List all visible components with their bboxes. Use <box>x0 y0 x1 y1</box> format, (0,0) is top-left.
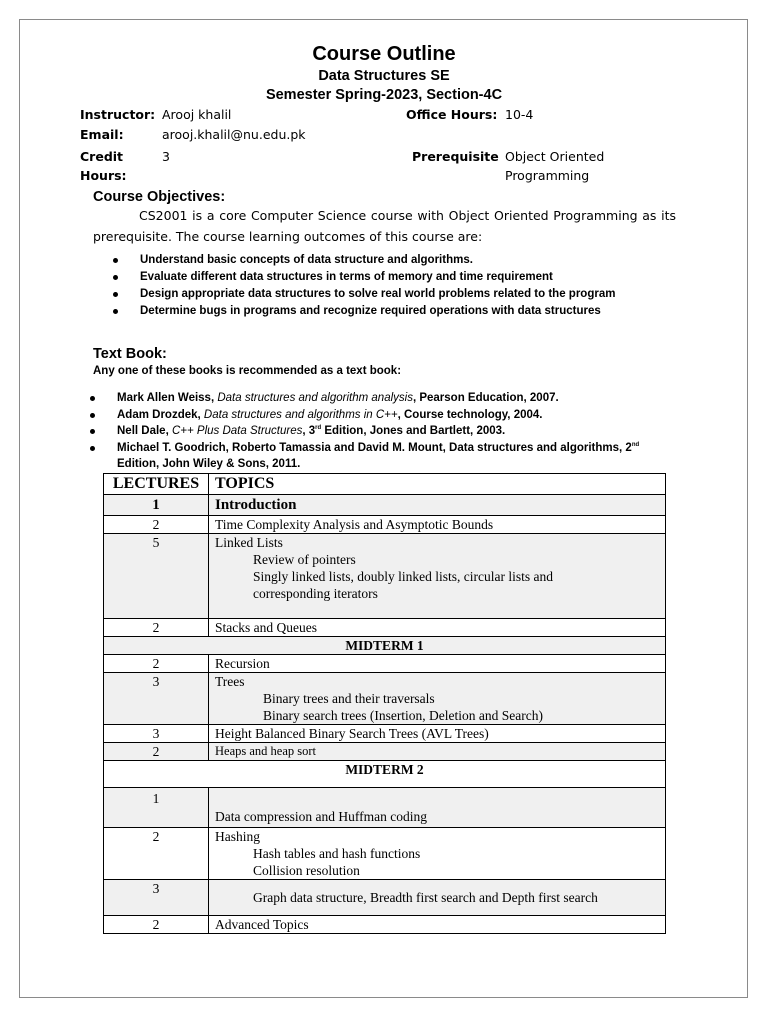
course-name: Data Structures SE <box>318 68 450 84</box>
subtopic: Binary search trees (Insertion, Deletion and Search) <box>263 708 544 723</box>
bullet-icon <box>113 275 118 280</box>
instructor-label: Instructor: <box>80 107 156 122</box>
topics-header: TOPICS <box>209 474 666 495</box>
objective-text: Evaluate different data structures in terms of memory and time requirement <box>140 271 553 283</box>
bullet-icon <box>90 429 95 434</box>
topic-cell <box>209 880 666 916</box>
table-row <box>104 743 666 761</box>
table-row <box>104 725 666 743</box>
topic-title: Trees <box>215 674 245 689</box>
textbook-note: Any one of these books is recommended as a text book: <box>93 365 402 377</box>
midterm-row <box>104 637 666 655</box>
email-label: Email: <box>80 127 124 142</box>
book-details: Edition, Jones and Bartlett, 2003. <box>321 425 506 437</box>
office-hours-label: Office Hours: <box>406 107 498 122</box>
credit-label-line2: Hours: <box>80 168 127 183</box>
table-header-row <box>104 474 666 495</box>
book-details: , Course technology, 2004. <box>397 408 543 421</box>
email-value: arooj.khalil@nu.edu.pk <box>162 127 306 142</box>
topic-cell: Stacks and Queues <box>209 619 666 637</box>
lecture-count: 5 <box>104 534 209 619</box>
list-item <box>113 286 673 303</box>
bullet-icon <box>113 309 118 314</box>
prerequisite-value <box>505 147 604 185</box>
credit-hours-value: 3 <box>162 149 170 164</box>
list-item <box>90 390 680 407</box>
objectives-paragraph <box>93 205 676 247</box>
lecture-count: 2 <box>104 655 209 673</box>
midterm-label: MIDTERM 2 <box>104 761 666 788</box>
credit-hours-label <box>80 147 127 185</box>
topic-cell: Recursion <box>209 655 666 673</box>
lecture-count: 3 <box>104 725 209 743</box>
subtopic: Singly linked lists, doubly linked lists, circular lists and <box>253 569 553 584</box>
table-row <box>104 655 666 673</box>
lecture-count: 1 <box>104 495 209 516</box>
books-list <box>90 390 680 473</box>
topic-cell: Time Complexity Analysis and Asymptotic Bounds <box>209 516 666 534</box>
credit-label-line1: Credit <box>80 149 124 164</box>
objective-text: Understand basic concepts of data structure and algorithms. <box>140 254 473 266</box>
lecture-count: 2 <box>104 619 209 637</box>
list-item <box>113 252 673 269</box>
lecture-count: 2 <box>104 828 209 880</box>
book-title: Data structures and algorithm analysis <box>217 392 413 404</box>
list-item <box>90 440 680 473</box>
objective-text: Determine bugs in programs and recognize required operations with data structures <box>140 305 601 317</box>
prerequisite-line2: Programming <box>505 168 590 183</box>
bullet-icon <box>90 396 95 401</box>
book-title: C++ Plus Data Structures <box>171 425 303 437</box>
topic-title: Graph data structure, Breadth first search and Depth first search <box>253 890 598 905</box>
lecture-count: 2 <box>104 916 209 934</box>
list-item <box>113 303 673 320</box>
list-item <box>90 407 680 424</box>
table-row <box>104 534 666 619</box>
list-item <box>113 269 673 286</box>
topic-title: Hashing <box>215 829 260 844</box>
prerequisite-line1: Object Oriented <box>505 149 605 164</box>
superscript: nd <box>631 441 640 448</box>
topic-cell <box>209 673 666 725</box>
subtopic: Binary trees and their traversals <box>263 691 435 706</box>
page-title: Course Outline <box>312 43 456 65</box>
office-hours-value: 10-4 <box>505 107 534 122</box>
table-row <box>104 619 666 637</box>
lecture-count: 1 <box>104 788 209 828</box>
superscript: rd <box>315 425 322 432</box>
lecture-count: 3 <box>104 880 209 916</box>
book-author: Adam Drozdek, <box>117 408 204 421</box>
topic-cell <box>209 828 666 880</box>
list-item <box>90 423 680 440</box>
table-row <box>104 828 666 880</box>
objective-text: Design appropriate data structures to solve real world problems related to the program <box>140 288 616 300</box>
subtopic: Hash tables and hash functions <box>253 846 421 861</box>
table-row <box>104 495 666 516</box>
subtopic: Collision resolution <box>253 863 360 878</box>
subtopic: Review of pointers <box>253 552 356 567</box>
prerequisite-label: Prerequisite <box>412 149 499 164</box>
semester-line: Semester Spring-2023, Section-4C <box>265 87 503 103</box>
book-author: Michael T. Goodrich, Roberto Tamassia and David M. Mount, Data structures and algorithms, 2 <box>117 441 632 454</box>
topic-cell: Heaps and heap sort <box>209 743 666 761</box>
topic-cell: Height Balanced Binary Search Trees (AVL Trees) <box>209 725 666 743</box>
textbook-heading: Text Book: <box>93 346 167 362</box>
lecture-count: 3 <box>104 673 209 725</box>
book-author: Nell Dale, <box>117 425 172 437</box>
topic-cell: Introduction <box>209 495 666 516</box>
book-title: Data structures and algorithms in C++ <box>203 408 398 421</box>
lectures-header: LECTURES <box>104 474 209 495</box>
topic-cell: Data compression and Huffman coding <box>209 788 666 828</box>
book-author: Mark Allen Weiss, <box>117 392 218 404</box>
objectives-list <box>113 252 673 320</box>
book-details: , Pearson Education, 2007. <box>412 392 559 404</box>
instructor-value: Arooj khalil <box>162 107 232 122</box>
subtopic: corresponding iterators <box>253 586 378 601</box>
lecture-count: 2 <box>104 516 209 534</box>
topic-cell <box>209 534 666 619</box>
bullet-icon <box>113 292 118 297</box>
table-row <box>104 788 666 828</box>
lecture-count: 2 <box>104 743 209 761</box>
book-details: Edition, John Wiley & Sons, 2011. <box>117 458 301 470</box>
midterm-label: MIDTERM 1 <box>104 637 666 655</box>
bullet-icon <box>90 446 95 451</box>
bullet-icon <box>90 413 95 418</box>
topic-cell: Advanced Topics <box>209 916 666 934</box>
topic-title: Linked Lists <box>215 535 283 550</box>
objectives-paragraph-text: CS2001 is a core Computer Science course with Object Oriented Programming as its prerequisite. The course learning outcomes of this course are: <box>93 208 676 244</box>
bullet-icon <box>113 258 118 263</box>
midterm-row <box>104 761 666 788</box>
table-row <box>104 673 666 725</box>
book-edition: , 3 <box>302 425 316 437</box>
objectives-heading: Course Objectives: <box>93 189 226 205</box>
schedule-table <box>103 473 666 934</box>
table-row <box>104 916 666 934</box>
table-row <box>104 516 666 534</box>
table-row <box>104 880 666 916</box>
